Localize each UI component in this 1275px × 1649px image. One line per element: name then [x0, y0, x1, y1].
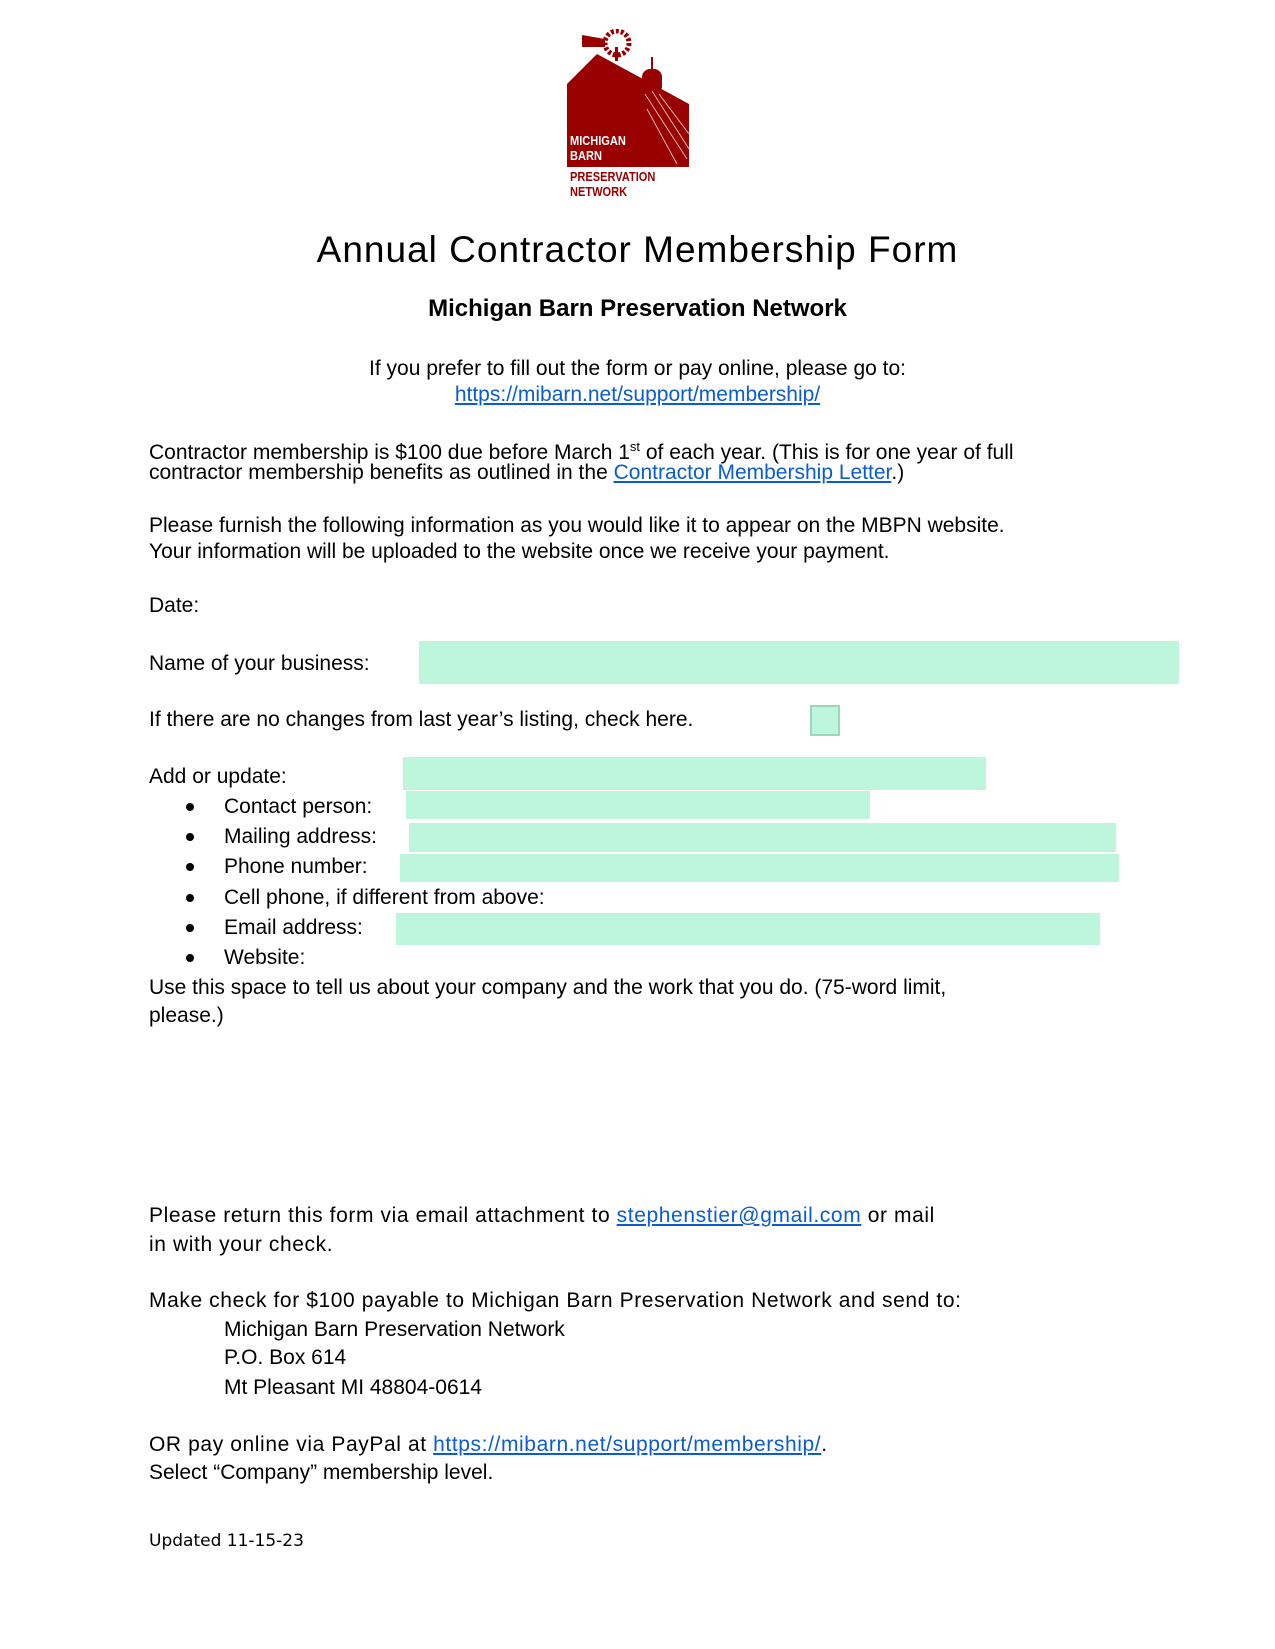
dues-line-2	[149, 460, 904, 486]
email-link[interactable]: stephenstier@gmail.com	[616, 1204, 862, 1227]
logo-text-4: NETWORK	[570, 184, 628, 199]
page-subtitle: Michigan Barn Preservation Network	[428, 295, 847, 322]
description-line-2: please.)	[149, 1004, 224, 1027]
logo-text-2: BARN	[570, 148, 602, 163]
dues-text-3: contractor membership benefits as outlined in the	[149, 461, 614, 484]
paypal-line-1	[149, 1432, 828, 1458]
contact-person-label: Contact person:	[224, 795, 373, 818]
dues-text: Contractor membership is $100 due before March 1	[149, 441, 630, 464]
furnish-line-1: Please furnish the following information as you would like it to appear on the MBPN website.	[149, 514, 1005, 537]
paypal-text-2: .	[821, 1433, 828, 1456]
phone-number-field[interactable]	[400, 854, 1119, 882]
dues-text-4: .)	[891, 461, 905, 484]
address-line-3: Mt Pleasant MI 48804-0614	[224, 1376, 482, 1399]
online-link-row	[0, 383, 1275, 407]
add-update-label: Add or update:	[149, 765, 287, 788]
email-address-label: Email address:	[224, 916, 363, 939]
return-line-2: in with your check.	[149, 1233, 334, 1256]
bullet	[186, 954, 194, 962]
email-address-field[interactable]	[396, 913, 1100, 945]
bullet	[186, 863, 194, 871]
dues-sup: st	[629, 439, 641, 454]
paypal-line-2: Select “Company” membership level.	[149, 1461, 494, 1484]
no-changes-label: If there are no changes from last year’s listing, check here.	[149, 708, 694, 731]
bullet	[186, 803, 194, 811]
furnish-line-2: Your information will be uploaded to the website once we receive your payment.	[149, 540, 890, 563]
return-line-1	[149, 1203, 935, 1229]
bullet	[186, 924, 194, 932]
check-line: Make check for $100 payable to Michigan Barn Preservation Network and send to:	[149, 1289, 962, 1312]
phone-number-label: Phone number:	[224, 855, 368, 878]
address-line-2: P.O. Box 614	[224, 1346, 347, 1369]
logo-text-1: MICHIGAN	[570, 133, 626, 148]
dues-text-2: of each year. (This is for one year of full	[640, 441, 1014, 464]
address-line-1: Michigan Barn Preservation Network	[224, 1318, 565, 1341]
description-line-1: Use this space to tell us about your company and the work that you do. (75-word limit,	[149, 976, 947, 999]
website-label: Website:	[224, 946, 306, 969]
cell-phone-label: Cell phone, if different from above:	[224, 886, 545, 909]
logo-text-3: PRESERVATION	[570, 169, 656, 184]
page-title: Annual Contractor Membership Form	[316, 229, 959, 270]
membership-link[interactable]: https://mibarn.net/support/membership/	[454, 383, 821, 406]
mbpn-logo	[567, 29, 699, 201]
date-label: Date:	[149, 594, 200, 617]
online-text: If you prefer to fill out the form or pay online, please go to:	[369, 357, 906, 380]
paypal-link[interactable]: https://mibarn.net/support/membership/	[433, 1433, 822, 1456]
return-text: Please return this form via email attachment to	[149, 1204, 617, 1227]
return-text-2: or mail	[861, 1204, 935, 1227]
add-update-field[interactable]	[403, 757, 986, 790]
contact-person-field[interactable]	[406, 791, 870, 819]
bullet	[186, 833, 194, 841]
no-changes-checkbox[interactable]	[810, 705, 840, 736]
bullet	[186, 894, 194, 902]
mailing-address-label: Mailing address:	[224, 825, 377, 848]
business-field[interactable]	[419, 641, 1179, 684]
business-label: Name of your business:	[149, 652, 370, 675]
mailing-address-field[interactable]	[409, 823, 1116, 852]
contractor-letter-link[interactable]: Contractor Membership Letter	[613, 461, 892, 484]
updated-date: Updated 11-15-23	[149, 1531, 304, 1551]
paypal-text: OR pay online via PayPal at	[149, 1433, 434, 1456]
